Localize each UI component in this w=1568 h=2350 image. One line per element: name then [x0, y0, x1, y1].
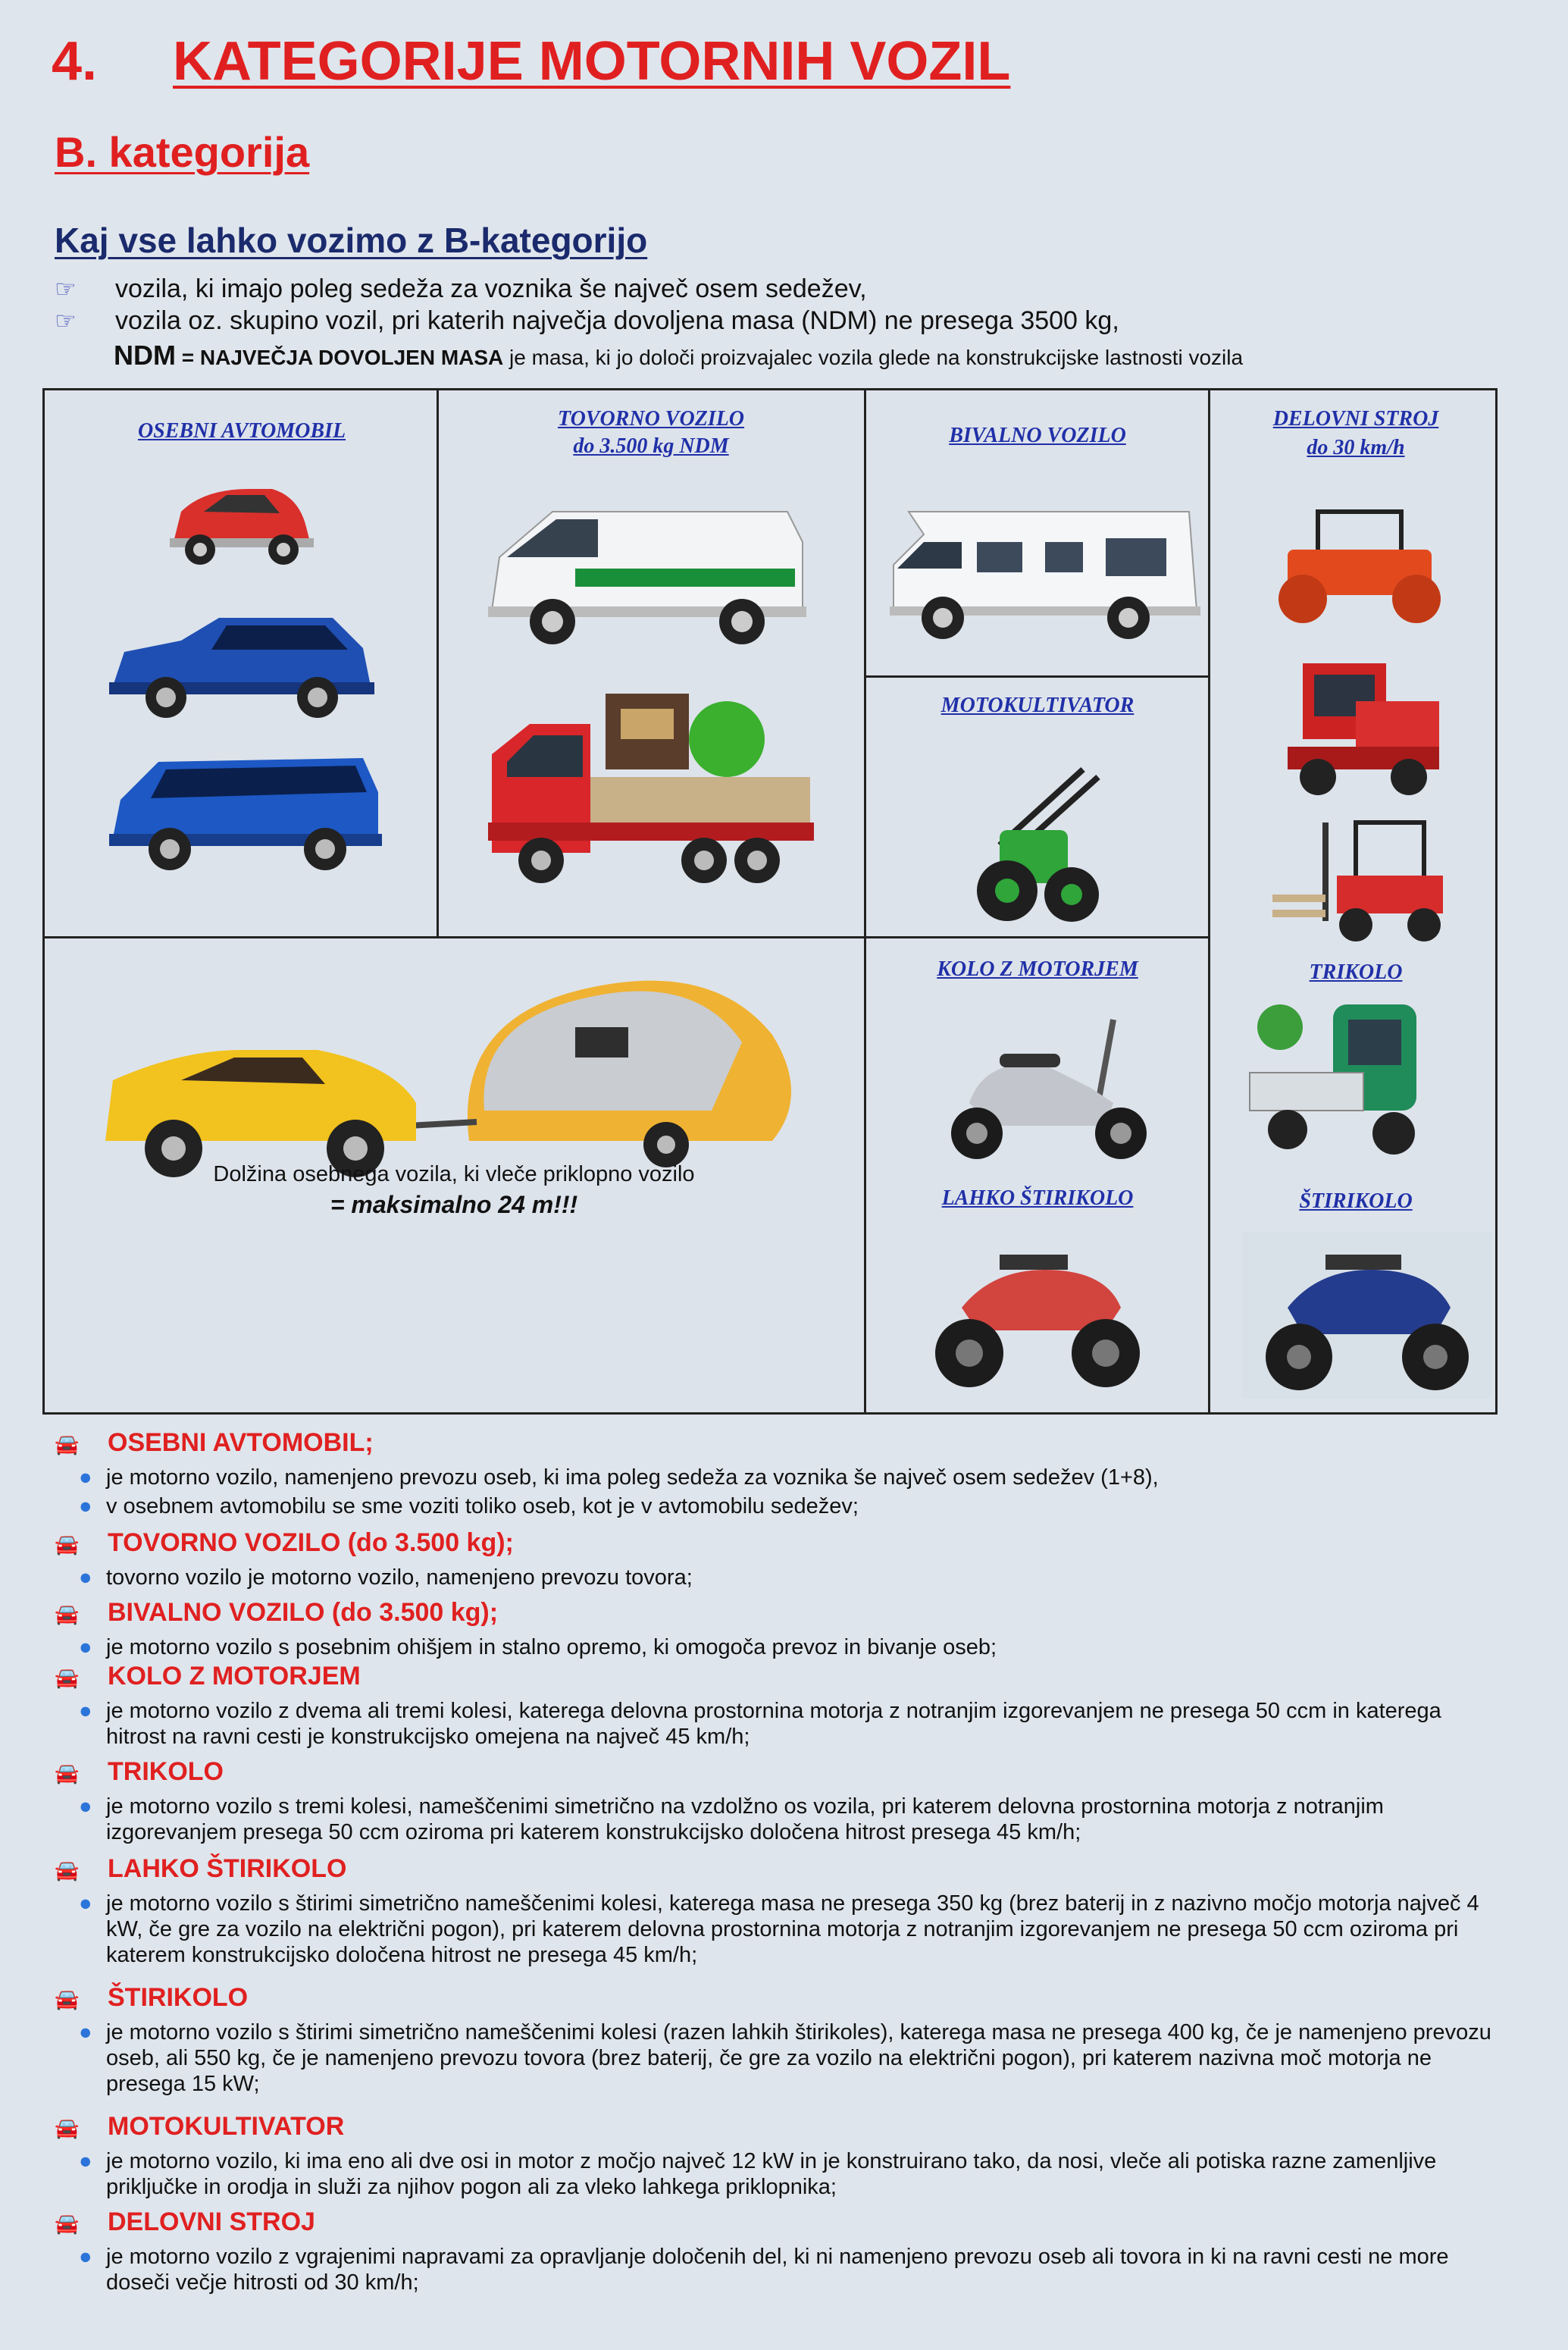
definition-heading: 🚘 BIVALNO VOZILO (do 3.500 kg);	[55, 1598, 499, 1627]
car-bullet-icon: 🚘	[55, 1603, 80, 1625]
red-atv-image	[916, 1224, 1159, 1399]
car-bullet-icon: 🚘	[55, 1988, 80, 2010]
street-sweeper-image	[1272, 656, 1447, 800]
bullet-dot-icon: ●	[79, 2149, 92, 2173]
bivalno-vozilo-label: BIVALNO VOZILO	[949, 424, 1126, 447]
stirikolo-label: ŠTIRIKOLO	[1299, 1189, 1413, 1213]
osebni-avtomobil-label: OSEBNI AVTOMOBIL	[137, 419, 346, 443]
car-bullet-icon: 🚘	[55, 1533, 80, 1556]
definition-text: ● je motorno vozilo z dvema ali tremi kolesi, katerega delovna prostornina motorja z notranjim izgorevanjem ne presega 50 ccm in katerega hitrost na ravni cesti je konstrukcijsko omejena na največ 45 km/h;	[79, 1699, 1441, 1749]
car-bullet-icon: 🚘	[55, 1762, 80, 1784]
definition-text: ● je motorno vozilo, namenjeno prevozu oseb, ki ima poleg sedeža za voznika še največ osem sedežev (1+8),	[79, 1465, 1159, 1490]
bullet-dot-icon: ●	[79, 1494, 92, 1518]
vehicle-grid	[42, 388, 1498, 1415]
blue-van-image	[105, 747, 386, 876]
definition-text: ● je motorno vozilo s štirimi simetrično nameščenimi kolesi, katerega masa ne presega 350 kg (brez baterij in z nazivno močjo motorja največ 4 kW, če gre za vozilo na električni pogon), pri katerem delovna prostornina motorja z notranjim izgorevanjem ne presega 50 ccm oziroma pri katerem konstrukcijsko določena hitrost ne presega 45 km/h;	[79, 1891, 1479, 1967]
tovorno-vozilo-label: TOVORNO VOZILO	[557, 407, 745, 431]
blue-suv-image	[105, 610, 378, 724]
definition-text: ● je motorno vozilo s štirimi simetrično nameščenimi kolesi (razen lahkih štirikoles), katerega masa ne presega 400 kg, če je namenjeno prevozu oseb, ali 550 kg, če je namenjeno prevozu tovora (brez baterij, če gre za vozilo na električni pogon), pri katerem nazivna moč motorja ne presega 15 kW;	[79, 2020, 1491, 2096]
definition-text: ● je motorno vozilo s tremi kolesi, nameščenimi simetrično na vzdolžno os vozila, pri katerem delovna prostornina motorja z notranjim izgorevanjem presega 50 ccm oziroma pri katerem konstrukcijsko določena hitrost presega 45 km/h;	[79, 1794, 1384, 1844]
definition-heading: 🚘 DELOVNI STROJ	[55, 2207, 315, 2236]
definition-text: ● je motorno vozilo z vgrajenimi napravami za opravljanje določenih del, ki ni namenjeno prevozu oseb ali tovora in ki na ravni cesti ne more doseči večje hitrosti od 30 km/h;	[79, 2245, 1449, 2295]
car-bullet-icon: 🚘	[55, 2117, 80, 2139]
motokultivator-image	[954, 754, 1121, 929]
car-bullet-icon: 🚘	[55, 1433, 80, 1455]
definition-heading: 🚘 TRIKOLO	[55, 1757, 224, 1786]
definition-heading: 🚘 TOVORNO VOZILO (do 3.500 kg);	[55, 1528, 514, 1557]
definition-heading: 🚘 LAHKO ŠTIRIKOLO	[55, 1854, 347, 1883]
car-bullet-icon: 🚘	[55, 1859, 80, 1882]
intro-item: ☞ vozila, ki imajo poleg sedeža za voznika še največ osem sedežev,	[55, 274, 867, 303]
white-cargo-van-image	[484, 497, 810, 648]
bullet-dot-icon: ●	[79, 1794, 92, 1819]
tovorno-vozilo-limit-label: do 3.500 kg NDM	[573, 434, 729, 458]
car-bullet-icon: 🚘	[55, 1666, 80, 1689]
forklift-image	[1265, 815, 1462, 944]
motokultivator-label: MOTOKULTIVATOR	[940, 694, 1135, 717]
definition-heading: 🚘 ŠTIRIKOLO	[55, 1983, 249, 2012]
scooter-image	[924, 1012, 1166, 1164]
definition-heading: 🚘 KOLO Z MOTORJEM	[55, 1662, 361, 1690]
delovni-stroj-speed-label: do 30 km/h	[1307, 436, 1405, 459]
red-smart-car-image	[158, 466, 318, 572]
camper-van-image	[878, 481, 1204, 648]
blue-atv-image	[1242, 1232, 1492, 1399]
ndm-definition: NDM = NAJVEČJA DOVOLJEN MASA je masa, ki jo določi proizvajalec vozila glede na konstrukcijske lastnosti vozila	[114, 340, 1244, 371]
bullet-dot-icon: ●	[79, 1465, 92, 1490]
kolo-z-motorjem-label: KOLO Z MOTORJEM	[937, 957, 1138, 981]
definition-text: ● tovorno vozilo je motorno vozilo, namenjeno prevozu tovora;	[79, 1565, 693, 1590]
section-number: 4.	[52, 31, 98, 92]
car-with-caravan-image	[90, 959, 818, 1186]
trikolo-image	[1242, 989, 1500, 1164]
definition-text: ● je motorno vozilo, ki ima eno ali dve osi in motor z močjo največ 12 kW in je konstruirano tako, da nosi, vleče ali potiska razne zamenljive priključke in orodja in služi za njihov pogon ali za vleko lahkega priklopnika;	[79, 2149, 1437, 2199]
category-heading: B. kategorija	[55, 128, 310, 176]
intro-item: ☞ vozila oz. skupino vozil, pri katerih največja dovoljena masa (NDM) ne presega 3500 kg,	[55, 306, 1119, 335]
definition-heading: 🚘 OSEBNI AVTOMOBIL;	[55, 1428, 374, 1457]
pointing-hand-icon: ☞	[55, 307, 77, 334]
bullet-dot-icon: ●	[79, 2245, 92, 2269]
bullet-dot-icon: ●	[79, 1565, 92, 1590]
definition-text: ● je motorno vozilo s posebnim ohišjem in stalno opremo, ki omogoča prevoz in bivanje oseb;	[79, 1635, 997, 1659]
section-subtitle: Kaj vse lahko vozimo z B-kategorijo	[55, 221, 648, 260]
delovni-stroj-label: DELOVNI STROJ	[1272, 407, 1439, 431]
definition-text: ● v osebnem avtomobilu se sme voziti toliko oseb, kot je v avtomobilu sedežev;	[79, 1494, 859, 1518]
lahko-stirikolo-label: LAHKO ŠTIRIKOLO	[941, 1186, 1134, 1210]
bullet-dot-icon: ●	[79, 1699, 92, 1723]
bullet-dot-icon: ●	[79, 1891, 92, 1916]
page-title: KATEGORIJE MOTORNIH VOZIL	[173, 31, 1011, 92]
definition-heading: 🚘 MOTOKULTIVATOR	[55, 2112, 345, 2141]
bullet-dot-icon: ●	[79, 2020, 92, 2044]
trailer-length-caption: Dolžina osebnega vozila, ki vleče priklopno vozilo	[213, 1162, 695, 1186]
pointing-hand-icon: ☞	[55, 275, 77, 302]
bullet-dot-icon: ●	[79, 1635, 92, 1659]
road-roller-image	[1257, 504, 1454, 625]
red-flatbed-truck-image	[477, 678, 825, 906]
car-bullet-icon: 🚘	[55, 2212, 80, 2235]
trikolo-label: TRIKOLO	[1309, 960, 1403, 984]
trailer-length-max: = maksimalno 24 m!!!	[330, 1191, 578, 1218]
